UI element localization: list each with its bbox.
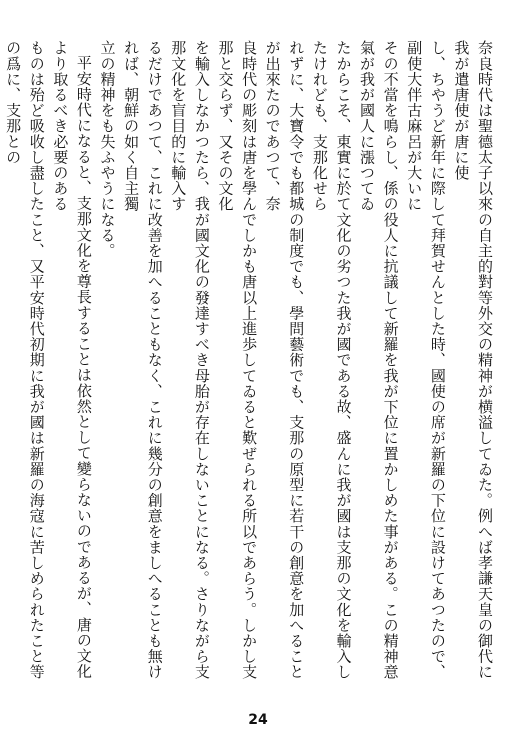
vertical-text-block [4,40,496,688]
text-line: 良時代の彫刻は唐を學んでしかも唐以上進歩してゐると歎ぜられる所以であらう。しかし支那と交らず、又その文化 [216,40,259,680]
page-number: 24 [248,712,268,728]
text-line: 平安時代になると、支那文化を尊長することは依然として變らないのであるが、唐の文化より取るべき必要のある [51,40,93,679]
text-line: たからこそ、東實に於て文化の劣つた我が國である故、盛んに我が國は支那の文化を輸入したけれども、支那化せら [310,40,353,680]
text-line: ものは殆ど吸收し盡したこと、又平安時代初期に我が國は新羅の海寇に苦しめられたこと等の爲に、支那との [4,40,46,680]
text-line: 奈良時代は聖德太子以來の自主的對等外交の精神が横溢してゐた。例へば孝謙天皇の御代に我が遣唐使が唐に使 [452,40,494,680]
text-line: 立の精神をも失ふやうになる。 [98,40,117,259]
text-line: れずに、大寶令でも都城の制度でも、學問藝術でも、支那の原型に若干の創意を加へることが出來たのであつて、奈 [263,40,306,680]
paragraph [0,40,95,688]
text-line: その不當を鳴らし、係の役人に抗議して新羅を我が下位に置かしめた事がある。この精神意氣が我が國人に漲つてゐ [358,40,400,680]
paragraph [95,40,496,688]
text-line: し、ちやうど新年に際して拜賀せんとした時、國使の席が新羅の下位に設けてあつたので、副使大伴古麻呂が大いに [405,40,447,680]
text-line: を輸入しなかつたら、我が國文化の發達すべき母胎が存在しないことになる。さりながら支那文化を盲目的に輸入す [169,40,211,680]
text-line: るだけであつて、これに改善を加へることもなく、これに幾分の創意をましへることも無ければ、朝鮮の如く自主獨 [122,40,164,680]
